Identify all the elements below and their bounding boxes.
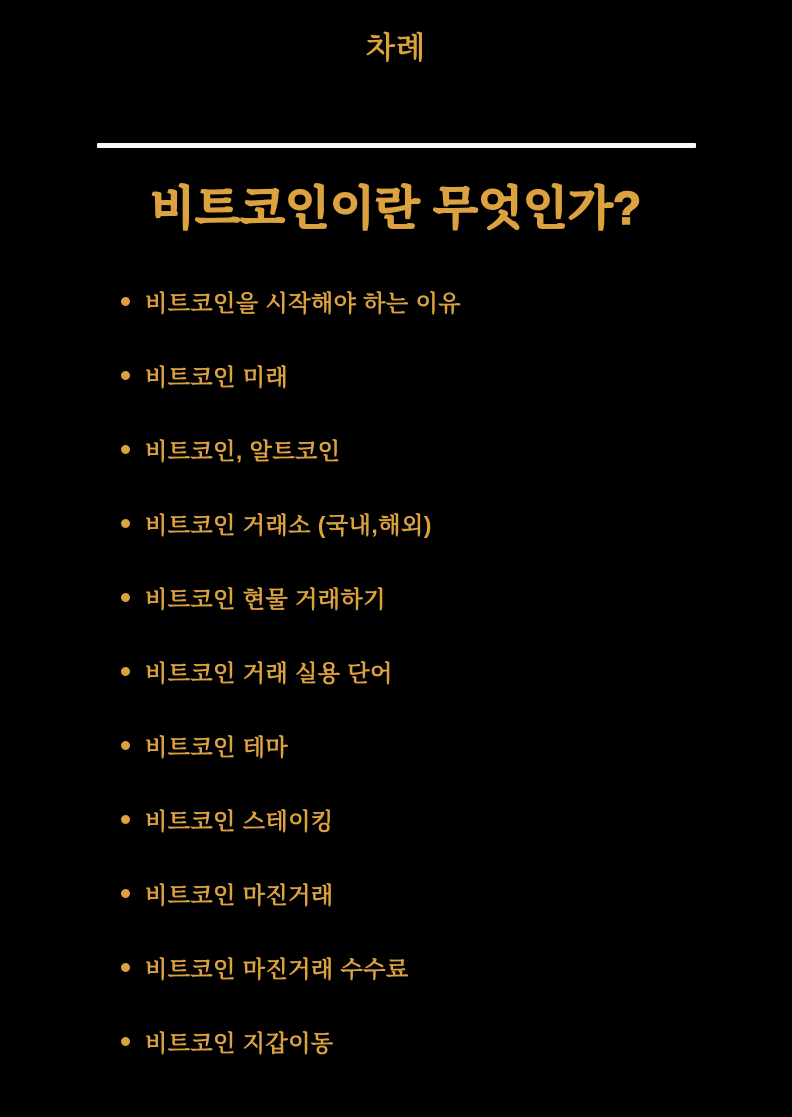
section-title: 비트코인이란 무엇인가?: [150, 182, 642, 234]
bullet-icon: [121, 519, 130, 528]
bullet-icon: [121, 963, 130, 972]
toc-item: [121, 1024, 792, 1058]
toc-item: [121, 284, 792, 318]
toc-item-label: 비트코인, 알트코인: [145, 437, 341, 464]
bullet-icon: [121, 371, 130, 380]
bullet-icon: [121, 741, 130, 750]
toc-item-label: 비트코인 지갑이동: [145, 1029, 334, 1056]
toc-item: [121, 432, 792, 466]
bullet-icon: [121, 1037, 130, 1046]
toc-item-label: 비트코인 미래: [145, 363, 289, 390]
page-title: 차례: [366, 32, 426, 65]
toc-item: [121, 728, 792, 762]
toc-item-label: 비트코인 마진거래 수수료: [145, 955, 409, 982]
bullet-icon: [121, 667, 130, 676]
bullet-icon: [121, 815, 130, 824]
bullet-icon: [121, 297, 130, 306]
toc-item-label: 비트코인 테마: [145, 733, 289, 760]
toc-item: [121, 358, 792, 392]
toc-item: [121, 506, 792, 540]
toc-item: [121, 802, 792, 836]
toc-item-label: 비트코인 마진거래: [145, 881, 334, 908]
toc-item-label: 비트코인을 시작해야 하는 이유: [145, 289, 462, 316]
toc-item: [121, 654, 792, 688]
toc-item-label: 비트코인 거래 실용 단어: [145, 659, 393, 686]
toc-item-label: 비트코인 스테이킹: [145, 807, 334, 834]
toc-item-label: 비트코인 현물 거래하기: [145, 585, 386, 612]
toc-item: [121, 580, 792, 614]
divider-line: [97, 143, 696, 148]
toc-item: [121, 876, 792, 910]
toc-list: [121, 284, 792, 1058]
bullet-icon: [121, 445, 130, 454]
toc-item: [121, 950, 792, 984]
bullet-icon: [121, 889, 130, 898]
bullet-icon: [121, 593, 130, 602]
toc-item-label: 비트코인 거래소 (국내,해외): [145, 511, 432, 538]
